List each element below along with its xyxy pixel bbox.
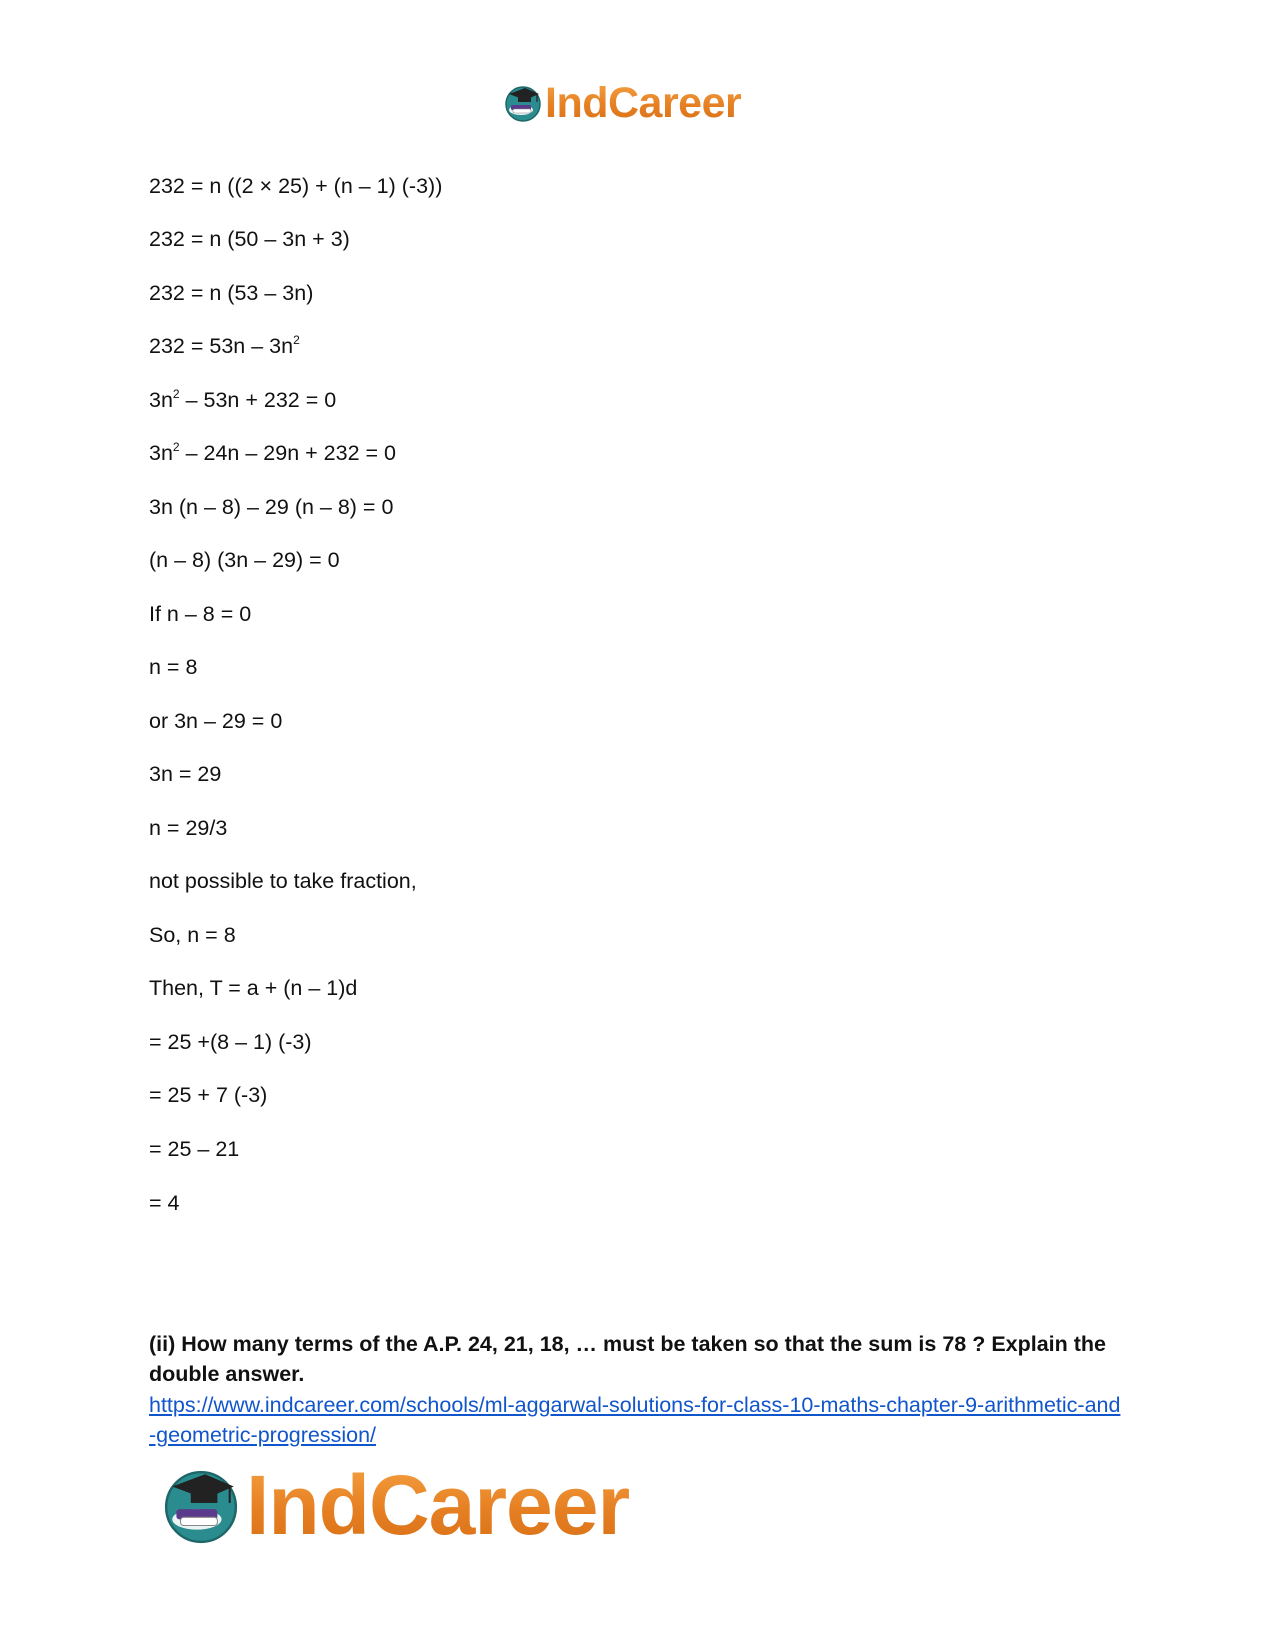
graduation-cap-book-icon bbox=[503, 83, 543, 123]
step-line: = 25 – 21 bbox=[149, 1137, 240, 1161]
question-heading: (ii) How many terms of the A.P. 24, 21, 18, … must be taken so that the sum is 78 ? Explain the double answer. bbox=[149, 1332, 1107, 1386]
step-line: 3n = 29 bbox=[149, 762, 222, 786]
logo-wordmark: IndCareer bbox=[246, 1457, 630, 1552]
step-line: So, n = 8 bbox=[149, 923, 236, 947]
step-line: = 4 bbox=[149, 1191, 180, 1215]
step-line: 232 = n ((2 × 25) + (n – 1) (-3)) bbox=[149, 174, 443, 198]
graduation-cap-book-icon bbox=[160, 1464, 242, 1546]
step-line: (n – 8) (3n – 29) = 0 bbox=[149, 548, 340, 572]
step-line: n = 8 bbox=[149, 655, 198, 679]
source-link[interactable]: https://www.indcareer.com/schools/ml-aggarwal-solutions-for-class-10-maths-chapter-9-arithmetic-and-geometric-progression/ bbox=[149, 1393, 1121, 1447]
step-line: $232 = 53n - 3n^2$ bbox=[149, 333, 300, 358]
step-line: = 25 + 7 (-3) bbox=[149, 1083, 268, 1107]
step-line: 232 = n (50 – 3n + 3) bbox=[149, 227, 350, 251]
step-line: $3n^2 - 53n + 232 = 0$ bbox=[149, 387, 337, 412]
footer-logo bbox=[160, 1457, 630, 1552]
step-line: 232 = n (53 – 3n) bbox=[149, 281, 314, 305]
step-line: = 25 +(8 – 1) (-3) bbox=[149, 1030, 312, 1054]
step-line: If n – 8 = 0 bbox=[149, 602, 252, 626]
step-line: Then, T = a + (n – 1)d bbox=[149, 976, 358, 1000]
step-line: not possible to take fraction, bbox=[149, 869, 417, 893]
header-logo bbox=[503, 78, 741, 128]
step-line: or 3n – 29 = 0 bbox=[149, 709, 283, 733]
logo-wordmark: IndCareer bbox=[545, 78, 742, 127]
step-line: $3n^2 - 24n - 29n + 232 = 0$ bbox=[149, 440, 396, 465]
step-line: 3n (n – 8) – 29 (n – 8) = 0 bbox=[149, 495, 394, 519]
step-line: n = 29/3 bbox=[149, 816, 228, 840]
